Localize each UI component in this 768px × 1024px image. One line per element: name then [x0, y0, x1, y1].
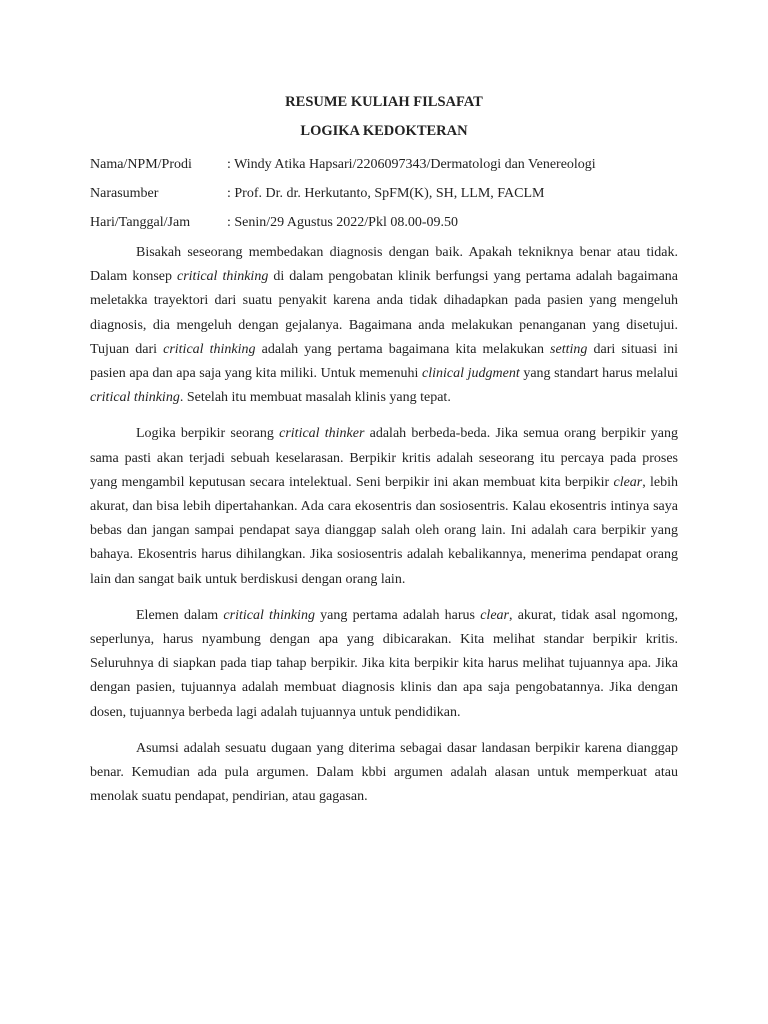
- paragraph-3: [90, 604, 678, 725]
- italic-term: critical thinking: [223, 607, 315, 623]
- italic-term: clinical judgment: [422, 366, 520, 382]
- meta-label: Narasumber: [90, 186, 159, 201]
- document-title-line2: LOGIKA KEDOKTERAN: [300, 123, 468, 139]
- paragraph-text: , lebih akurat, dan bisa lebih dipertahankan. Ada cara ekosentris dan sosiosentris. Kalau ekosentris intinya saya bebas dan jangan sampai pendapat saya dianggap salah oleh orang lain. Ini adalah cara berpikir yang bahaya. Ekosentris harus dihilangkan. Jika sosiosentris adalah kebalikannya, menerima pendapat orang lain dan sangat baik untuk berdiskusi dengan orang lain.: [90, 474, 679, 587]
- italic-term: critical thinking: [163, 341, 256, 357]
- document-page: [90, 88, 678, 809]
- document-meta: [90, 150, 678, 237]
- italic-term: critical thinking: [90, 390, 180, 406]
- paragraph-text: yang standart harus melalui: [519, 366, 679, 382]
- meta-value: : Prof. Dr. dr. Herkutanto, SpFM(K), SH, LLM, FACLM: [227, 186, 545, 201]
- meta-value: : Senin/29 Agustus 2022/Pkl 08.00-09.50: [227, 215, 459, 230]
- paragraph-text: Asumsi adalah sesuatu dugaan yang diterima sebagai dasar landasan berpikir karena dianggap benar. Kemudian ada pula argumen. Dalam kbbi argumen adalah alasan untuk memperkuat atau menolak suatu pendapat, pendirian, atau gagasan.: [90, 740, 678, 805]
- paragraph-text: di dalam pengobatan klinik berfungsi yang pertama adalah bagaimana meletakka trayektori dari suatu penyakit karena anda tidak dihadapkan pada pasien yang mengeluh diagnosis, dia mengeluh dengan gejalanya. Bagaimana anda melakukan penanganan yang disetujui. Tujuan dari: [90, 269, 678, 357]
- meta-row-name: [90, 150, 678, 179]
- meta-value: : Windy Atika Hapsari/2206097343/Dermatologi dan Venereologi: [227, 157, 596, 172]
- paragraph-4: [90, 737, 678, 810]
- meta-row-date: [90, 208, 678, 237]
- italic-term: critical thinker: [279, 426, 365, 442]
- paragraph-text: . Setelah itu membuat masalah klinis yang tepat.: [179, 390, 451, 406]
- paragraph-text: , akurat, tidak asal ngomong, seperlunya, harus nyambung dengan apa yang dibicarakan. Kita melihat standar berpikir kritis. Seluruhnya di siapkan pada tiap tahap berpikir. Jika kita berpikir kita harus melihat tujuannya apa. Jika dengan pasien, tujuannya adalah membuat diagnosis klinis dan apa saja pengobatannya. Jika dengan dosen, tujuannya berbeda lagi adalah tujuannya untuk pendidikan.: [90, 607, 678, 720]
- paragraph-text: adalah yang pertama bagaimana kita melakukan: [255, 341, 551, 357]
- paragraph-text: dari situasi ini pasien apa dan apa saja yang kita miliki. Untuk memenuhi: [90, 341, 678, 382]
- paragraph-text: Bisakah seseorang membedakan diagnosis dengan baik. Apakah tekniknya benar atau tidak. Dalam konsep: [90, 245, 678, 285]
- italic-term: critical thinking: [177, 269, 269, 285]
- paragraph-text: adalah berbeda-beda. Jika semua orang berpikir yang sama pasti akan terjadi sebuah keselarasan. Berpikir kritis adalah seseorang itu percaya pada proses yang mengambil keputusan secara intelektual. Seni berpikir ini akan membuat kita berpikir: [90, 426, 678, 490]
- italic-term: setting: [550, 341, 588, 357]
- meta-label: Nama/NPM/Prodi: [90, 157, 192, 172]
- italic-term: clear: [613, 474, 643, 490]
- paragraph-text: Logika berpikir seorang: [136, 426, 280, 442]
- paragraph-text: Elemen dalam: [136, 607, 224, 623]
- paragraph-2: [90, 422, 678, 591]
- meta-row-speaker: [90, 179, 678, 208]
- paragraph-text: yang pertama adalah harus: [314, 607, 481, 623]
- meta-label: Hari/Tanggal/Jam: [90, 215, 191, 230]
- paragraph-1: [90, 241, 678, 410]
- italic-term: clear: [480, 607, 509, 623]
- document-title-line1: RESUME KULIAH FILSAFAT: [285, 94, 483, 110]
